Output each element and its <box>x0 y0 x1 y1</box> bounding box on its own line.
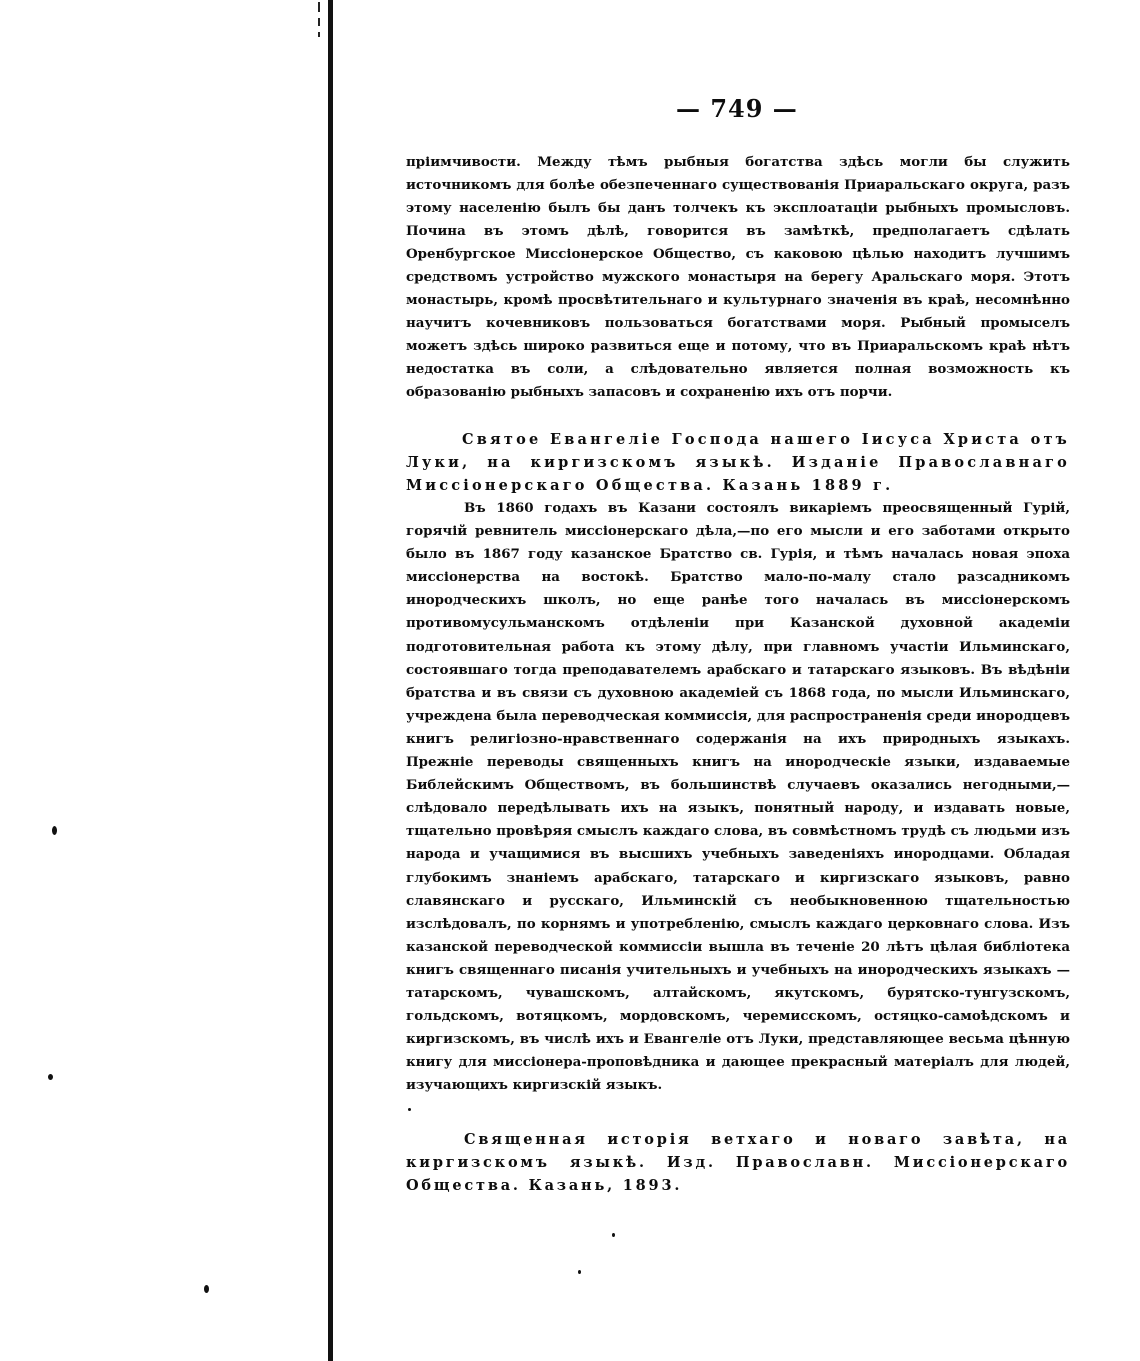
ink-speck <box>408 1108 411 1111</box>
ink-speck <box>578 1270 581 1274</box>
paragraph-sacred-history <box>406 1128 1070 1197</box>
gospel-review-text: Въ 1860 годахъ въ Казани состоялъ викаріемъ преосвященный Гурій, горячій ревнитель миссіонерскаго дѣла,—по его мысли и его заботами открыто было въ 1867 году казанское Братство св. Гурія, и тѣмъ началась новая эпоха миссіонерства на востокѣ. Братство мало-по-малу стало разсадникомъ инородческихъ школъ, но еще ранѣе того началась въ миссіонерскомъ противомусульманскомъ отдѣленіи при Казанской духовной академіи подготовительная работа къ этому дѣлу, при главномъ участіи Ильминскаго, состоявшаго тогда преподавателемъ арабскаго и татарскаго языковъ. Въ вѣдѣніи братства и въ связи съ духовною академіей съ 1868 года, по мысли Ильминскаго, учреждена была переводческая коммиссія, для распространенія среди инородцевъ книгъ религіозно-нравственнаго содержанія на ихъ природныхъ языкахъ. Прежніе переводы священныхъ книгъ на инородческіе языки, издаваемые Библейскимъ Обществомъ, въ большинствѣ случаевъ оказались негодными,—слѣдовало передѣлывать ихъ на языкъ, понятный народу, и издавать новые, тщательно провѣряя смыслъ каждаго слова, въ совмѣстномъ трудѣ съ людьми изъ народа и учащимися въ высшихъ учебныхъ заведеніяхъ инородцами. Обладая глубокимъ знаніемъ арабскаго, татарскаго и киргизскаго языковъ, равно славянскаго и русскаго, Ильминскій съ необыкновенною тщательностью изслѣдовалъ, по корнямъ и употребленію, смыслъ каждаго церковнаго слова. Изъ казанской переводческой коммиссіи вышла въ теченіе 20 лѣтъ цѣлая библіотека книгъ священнаго писанія учительныхъ и учебныхъ на инородческихъ языкахъ —татарскомъ, чувашскомъ, алтайскомъ, якутскомъ, бурятско-тунгузскомъ, гольдскомъ, вотяцкомъ, мордовскомъ, черемисскомъ, остяцко-самоѣдскомъ и киргизскомъ, въ числѣ ихъ и Евангеліе отъ Луки, представляющее весьма цѣнную книгу для миссіонера-проповѣдника и дающее прекрасный матеріалъ для людей, изучающихъ киргизскій языкъ. <box>406 500 1070 1094</box>
edge-marks <box>318 2 324 42</box>
sacred-history-title: Священная исторія ветхаго и новаго завѣта, на киргизскомъ языкѣ. Изд. Православн. Миссіонерскаго Общества. Казань, 1893. <box>406 1131 1070 1194</box>
ink-speck <box>204 1285 209 1293</box>
ink-speck <box>612 1233 615 1237</box>
paragraph-fishing-text: пріимчивости. Между тѣмъ рыбныя богатства здѣсь могли бы служить источникомъ для болѣе обезпеченнаго существованія Приаральскаго округа, разъ этому населенію былъ бы данъ толчекъ къ эксплоатаціи рыбныхъ промысловъ. Почина въ этомъ дѣлѣ, говорится въ замѣткѣ, предполагаетъ сдѣлать Оренбургское Миссіонерское Общество, съ каковою цѣлью находитъ лучшимъ средствомъ устройство мужского монастыря на берегу Аральскаго моря. Этотъ монастырь, кромѣ просвѣтительнаго и культурнаго значенія въ краѣ, несомнѣнно научитъ кочевниковъ пользоваться богатствами моря. Рыбный промыселъ можетъ здѣсь широко развиться еще и потому, что въ Приаральскомъ краѣ нѣтъ недостатка въ соли, а слѣдовательно является полная возможность къ образованію рыбныхъ запасовъ и сохраненію ихъ отъ порчи. <box>406 154 1070 400</box>
paragraph-gospel-review <box>406 428 1070 1097</box>
gospel-book-title: Святое Евангеліе Господа нашего Іисуса Христа отъ Луки, на киргизскомъ языкѣ. Изданіе Православнаго Миссіонерскаго Общества. Казань 1889 г. <box>406 431 1070 494</box>
paragraph-fishing <box>406 151 1070 404</box>
page-number: — 749 — <box>676 94 798 123</box>
page-gutter-line <box>328 0 333 1361</box>
ink-speck <box>48 1074 53 1080</box>
ink-speck <box>52 826 57 835</box>
